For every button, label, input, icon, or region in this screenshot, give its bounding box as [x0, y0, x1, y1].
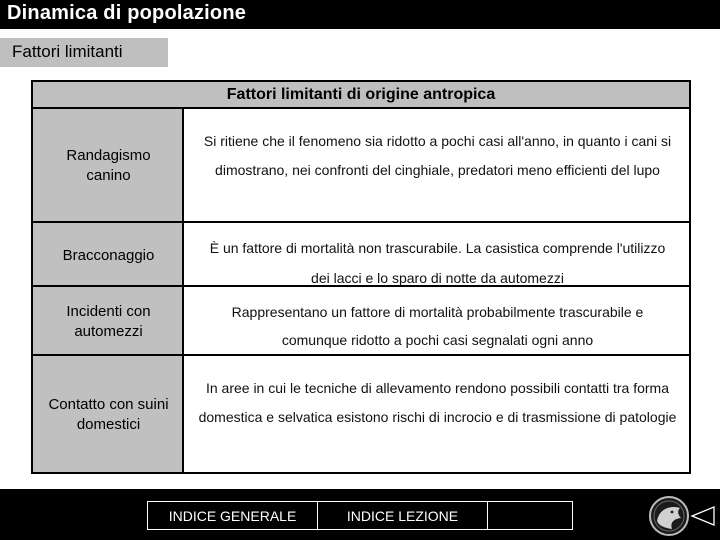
row-label-incidenti: Incidenti con automezzi [66, 303, 151, 340]
row-desc-bracconaggio: È un fattore di mortalità non trascurabile. La casistica comprende l'utilizzo dei lacci e lo sparo di notte da automezzi [209, 240, 666, 286]
back-button[interactable] [488, 502, 573, 529]
row-label-randagismo: Randagismo canino [66, 147, 151, 184]
row-divider [33, 221, 689, 223]
page-title: Dinamica di popolazione [7, 2, 247, 24]
section-subtitle: Fattori limitanti [12, 42, 123, 61]
row-desc-incidenti: Rappresentano un fattore di mortalità probabilmente trascurabile e comunque ridotto a pochi casi segnalati ogni anno [231, 304, 644, 348]
limiting-factors-table [31, 80, 691, 474]
row-desc-contatto: In aree in cui le tecniche di allevamento rendono possibili contatti tra forma domestica e selvatica esistono rischi di incrocio e di trasmissione di patologie [198, 380, 677, 425]
title-bar [0, 0, 720, 29]
row-label-bracconaggio: Bracconaggio [62, 247, 155, 264]
row-divider [33, 354, 689, 356]
subtitle-box [0, 38, 168, 67]
nav-indice-generale[interactable]: INDICE GENERALE [168, 508, 297, 524]
triangle-left-icon [690, 506, 716, 526]
table-header [33, 82, 689, 109]
footer-bar [0, 489, 720, 540]
navigation-bar [147, 501, 573, 530]
row-label-contatto: Contatto con suini domestici [48, 396, 169, 433]
circular-logo-icon[interactable] [648, 495, 690, 537]
nav-indice-lezione[interactable]: INDICE LEZIONE [346, 508, 459, 524]
table-header-text: Fattori limitanti di origine antropica [226, 86, 496, 103]
row-desc-randagismo: Si ritiene che il fenomeno sia ridotto a pochi casi all'anno, in quanto i cani si dimostrano, nei confronti del cinghiale, predatori meno efficienti del lupo [203, 133, 672, 178]
